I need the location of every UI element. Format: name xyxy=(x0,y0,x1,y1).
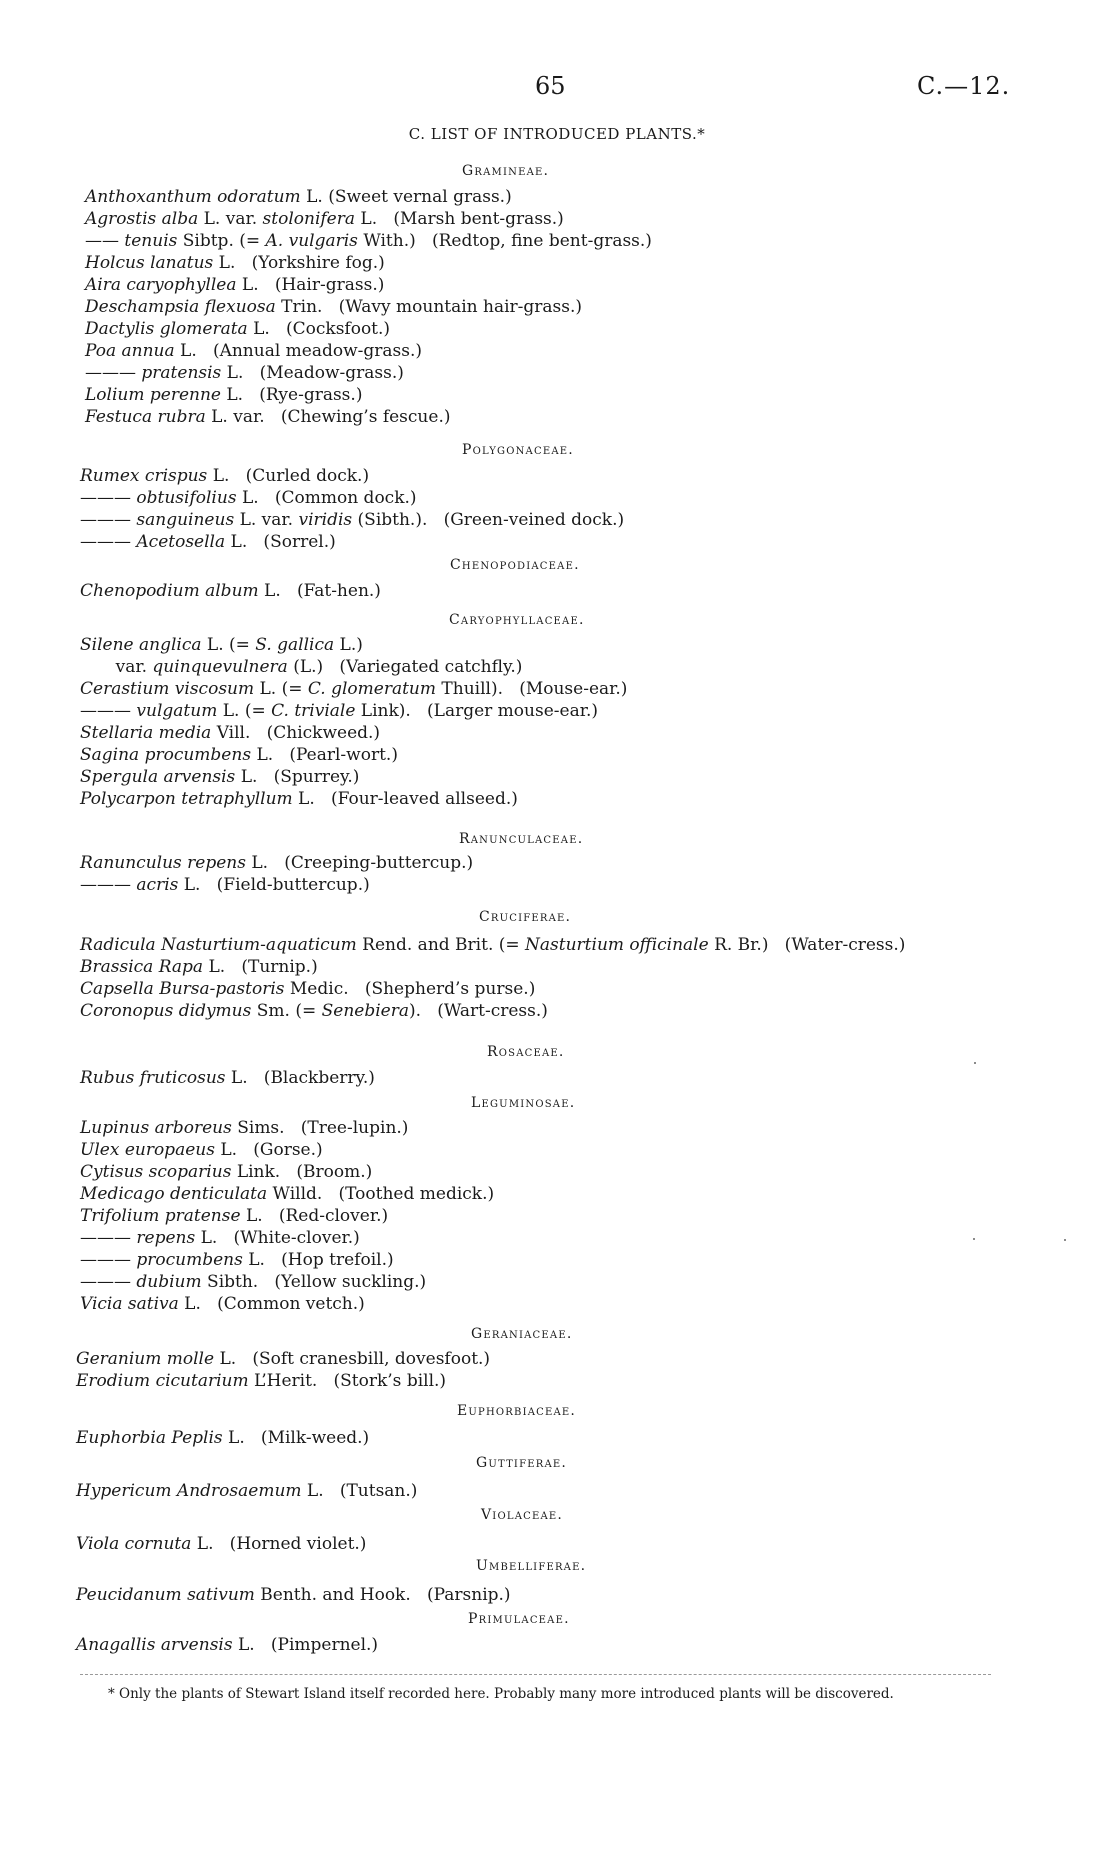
plant-entry xyxy=(80,852,473,874)
family-heading: Violaceae. xyxy=(481,1507,564,1523)
entry-text: (L.) (Variegated catchfly.) xyxy=(287,657,523,677)
entry-text: L. (Red-clover.) xyxy=(240,1206,389,1226)
scientific-name: obtusifolius xyxy=(136,488,237,508)
entry-text: Willd. (Toothed medick.) xyxy=(267,1184,495,1204)
scientific-name: Trifolium pratense xyxy=(80,1206,241,1226)
plant-entry xyxy=(85,186,512,208)
entry-text: ——— xyxy=(80,510,137,530)
entry-text: Sibth. (Yellow suckling.) xyxy=(201,1272,427,1292)
scientific-name: Agrostis alba xyxy=(85,209,199,229)
entry-text: L. (Common vetch.) xyxy=(178,1294,365,1314)
entry-text: L. (Soft cranesbill, dovesfoot.) xyxy=(214,1349,491,1369)
entry-text: L. (Hair-grass.) xyxy=(236,275,385,295)
entry-text: L. (Horned violet.) xyxy=(191,1534,367,1554)
footnote-divider xyxy=(80,1674,991,1675)
scientific-name: Sagina procumbens xyxy=(80,745,252,765)
entry-text: L. (White-clover.) xyxy=(195,1228,360,1248)
entry-text: Thuill). (Mouse-ear.) xyxy=(436,679,628,699)
scientific-name: Holcus lanatus xyxy=(85,253,214,273)
entry-text: ). (Wart-cress.) xyxy=(408,1001,548,1021)
family-heading: Rosaceae. xyxy=(487,1044,565,1060)
speck xyxy=(1064,1239,1066,1241)
plant-entry xyxy=(80,956,318,978)
page-number: 65 xyxy=(535,72,566,100)
plant-entry xyxy=(80,1117,408,1139)
plant-entry xyxy=(80,1000,548,1022)
plant-entry xyxy=(85,318,390,340)
plant-entry xyxy=(85,208,564,230)
scientific-name: Anthoxanthum odoratum xyxy=(85,187,301,207)
family-heading: Cruciferae. xyxy=(479,909,572,925)
plant-entry xyxy=(76,1480,417,1502)
plant-entry xyxy=(76,1634,378,1656)
scientific-name: Deschampsia flexuosa xyxy=(85,297,276,317)
scientific-name: Vicia sativa xyxy=(80,1294,179,1314)
entry-text: L. (Spurrey.) xyxy=(235,767,360,787)
scientific-name: tenuis xyxy=(124,231,178,251)
entry-text: With.) (Redtop, fine bent-grass.) xyxy=(357,231,652,251)
scientific-name: Coronopus didymus xyxy=(80,1001,252,1021)
plant-entry xyxy=(85,230,652,252)
plant-entry xyxy=(85,384,362,406)
plant-entry xyxy=(80,509,624,531)
plant-entry xyxy=(80,1249,394,1271)
plant-entry xyxy=(80,1161,372,1183)
plant-entry xyxy=(76,1533,366,1555)
scientific-name: Lupinus arboreus xyxy=(80,1118,232,1138)
entry-text: L. (Curled dock.) xyxy=(207,466,370,486)
family-heading: Euphorbiaceae. xyxy=(457,1403,577,1419)
scientific-name: sanguineus xyxy=(136,510,235,530)
entry-text: L. (Field-buttercup.) xyxy=(178,875,370,895)
plant-entry xyxy=(80,1139,323,1161)
scientific-name: dubium xyxy=(136,1272,202,1292)
plant-entry xyxy=(80,580,381,602)
scientific-name: Acetosella xyxy=(136,532,226,552)
entry-text: L. (Turnip.) xyxy=(203,957,318,977)
plant-entry xyxy=(94,656,522,678)
scientific-name: pratensis xyxy=(141,363,222,383)
scientific-name: A. vulgaris xyxy=(265,231,358,251)
plant-entry xyxy=(76,1427,369,1449)
plant-entry xyxy=(80,788,518,810)
scientific-name: repens xyxy=(136,1228,196,1248)
family-heading: Caryophyllaceae. xyxy=(449,612,585,628)
plant-entry xyxy=(80,978,535,1000)
scientific-name: Lolium perenne xyxy=(85,385,221,405)
scientific-name: Rubus fruticosus xyxy=(80,1068,226,1088)
scientific-name: Nasturtium officinale xyxy=(525,935,709,955)
scientific-name: C. triviale xyxy=(271,701,356,721)
entry-text: L.) xyxy=(334,635,363,655)
family-heading: Primulaceae. xyxy=(468,1611,570,1627)
entry-text: L. (Sweet vernal grass.) xyxy=(300,187,512,207)
entry-text: (Sibth.). (Green-veined dock.) xyxy=(352,510,625,530)
scientific-name: viridis xyxy=(298,510,353,530)
plant-entry xyxy=(80,1183,494,1205)
entry-text: L. (Sorrel.) xyxy=(225,532,336,552)
list-title: C. LIST OF INTRODUCED PLANTS.* xyxy=(408,125,706,143)
entry-text: Rend. and Brit. (= xyxy=(356,935,526,955)
plant-entry xyxy=(80,634,363,656)
entry-text: L. (Annual meadow-grass.) xyxy=(174,341,423,361)
scientific-name: Senebiera xyxy=(321,1001,409,1021)
scientific-name: Ranunculus repens xyxy=(80,853,246,873)
scientific-name: Silene anglica xyxy=(80,635,202,655)
entry-text: R. Br.) (Water-cress.) xyxy=(708,935,906,955)
plant-entry xyxy=(80,744,398,766)
family-heading: Geraniaceae. xyxy=(471,1326,573,1342)
scientific-name: C. glomeratum xyxy=(307,679,436,699)
scientific-name: Cerastium viscosum xyxy=(80,679,255,699)
scientific-name: Chenopodium album xyxy=(80,581,259,601)
entry-text: Benth. and Hook. (Parsnip.) xyxy=(254,1585,511,1605)
entry-text: L. (Fat-hen.) xyxy=(258,581,381,601)
entry-text: Medic. (Shepherd’s purse.) xyxy=(284,979,536,999)
plant-entry xyxy=(80,874,370,896)
plant-entry xyxy=(80,465,369,487)
plant-entry xyxy=(85,252,385,274)
entry-text: Sims. (Tree-lupin.) xyxy=(231,1118,409,1138)
family-heading: Guttiferae. xyxy=(476,1455,568,1471)
speck xyxy=(973,1238,975,1240)
plant-entry xyxy=(80,1205,388,1227)
entry-text: L. (Common dock.) xyxy=(236,488,417,508)
plant-entry xyxy=(80,531,336,553)
plant-entry xyxy=(85,340,422,362)
entry-text: Sm. (= xyxy=(251,1001,322,1021)
plant-entry xyxy=(76,1348,490,1370)
plant-entry xyxy=(76,1370,446,1392)
scientific-name: Hypericum Androsaemum xyxy=(76,1481,302,1501)
entry-text: ——— xyxy=(80,875,137,895)
plant-entry xyxy=(85,296,582,318)
entry-text: L. (Tutsan.) xyxy=(301,1481,418,1501)
scientific-name: Cytisus scoparius xyxy=(80,1162,232,1182)
plant-entry xyxy=(80,700,598,722)
family-heading: Polygonaceae. xyxy=(462,442,574,458)
scientific-name: Medicago denticulata xyxy=(80,1184,268,1204)
entry-text: L. (Cocksfoot.) xyxy=(247,319,391,339)
entry-text: L. (Creeping-buttercup.) xyxy=(245,853,474,873)
scientific-name: Radicula Nasturtium-aquaticum xyxy=(80,935,357,955)
entry-text: var. xyxy=(94,657,153,677)
entry-text: L. (= xyxy=(254,679,308,699)
scientific-name: Viola cornuta xyxy=(76,1534,192,1554)
scientific-name: Capsella Bursa-pastoris xyxy=(80,979,285,999)
scientific-name: Anagallis arvensis xyxy=(76,1635,233,1655)
entry-text: Vill. (Chickweed.) xyxy=(211,723,381,743)
entry-text: —— xyxy=(85,231,125,251)
plant-entry xyxy=(76,1584,511,1606)
scientific-name: vulgatum xyxy=(136,701,218,721)
plant-entry xyxy=(85,362,404,384)
plant-entry xyxy=(80,766,359,788)
plant-entry xyxy=(85,406,450,428)
scientific-name: stolonifera xyxy=(262,209,356,229)
entry-text: ——— xyxy=(80,488,137,508)
family-heading: Chenopodiaceae. xyxy=(450,557,580,573)
entry-text: ——— xyxy=(80,532,137,552)
scientific-name: Geranium molle xyxy=(76,1349,215,1369)
plant-entry xyxy=(85,274,384,296)
entry-text: L. var. (Chewing’s fescue.) xyxy=(205,407,451,427)
entry-text: L. (Blackberry.) xyxy=(225,1068,375,1088)
entry-text: L. (Gorse.) xyxy=(214,1140,323,1160)
scientific-name: Polycarpon tetraphyllum xyxy=(80,789,293,809)
plant-entry xyxy=(80,1067,375,1089)
plant-entry xyxy=(80,1293,365,1315)
scientific-name: Peucidanum sativum xyxy=(76,1585,255,1605)
entry-text: L. (= xyxy=(201,635,256,655)
entry-text: ——— xyxy=(80,1272,137,1292)
entry-text: L. (Pearl-wort.) xyxy=(251,745,398,765)
entry-text: L. var. xyxy=(234,510,299,530)
entry-text: Link). (Larger mouse-ear.) xyxy=(355,701,598,721)
entry-text: Trin. (Wavy mountain hair-grass.) xyxy=(275,297,583,317)
entry-text: ——— xyxy=(80,1228,137,1248)
scientific-name: quinquevulnera xyxy=(152,657,288,677)
entry-text: L. (Four-leaved allseed.) xyxy=(292,789,518,809)
scientific-name: acris xyxy=(136,875,179,895)
scientific-name: Erodium cicutarium xyxy=(76,1371,249,1391)
entry-text: Link. (Broom.) xyxy=(231,1162,373,1182)
scientific-name: procumbens xyxy=(136,1250,243,1270)
family-heading: Ranunculaceae. xyxy=(459,831,584,847)
speck xyxy=(974,1062,976,1064)
entry-text: ——— xyxy=(80,1250,137,1270)
entry-text: L. (Marsh bent-grass.) xyxy=(355,209,564,229)
family-heading: Umbelliferae. xyxy=(476,1558,587,1574)
entry-text: L. (Rye-grass.) xyxy=(220,385,363,405)
entry-text: L. (Pimpernel.) xyxy=(232,1635,379,1655)
family-heading: Leguminosae. xyxy=(471,1095,576,1111)
scientific-name: Aira caryophyllea xyxy=(85,275,237,295)
entry-text: L. var. xyxy=(198,209,263,229)
family-heading: Gramineae. xyxy=(462,163,550,179)
scientific-name: Spergula arvensis xyxy=(80,767,236,787)
scientific-name: Festuca rubra xyxy=(85,407,206,427)
plant-entry xyxy=(80,678,627,700)
scientific-name: Poa annua xyxy=(85,341,175,361)
entry-text: L. (Yorkshire fog.) xyxy=(213,253,385,273)
entry-text: Sibtp. (= xyxy=(177,231,266,251)
entry-text: L. (Milk-weed.) xyxy=(222,1428,370,1448)
scientific-name: Dactylis glomerata xyxy=(85,319,248,339)
plant-entry xyxy=(80,1227,360,1249)
scientific-name: Brassica Rapa xyxy=(80,957,204,977)
entry-text: L’Herit. (Stork’s bill.) xyxy=(248,1371,447,1391)
footnote: * Only the plants of Stewart Island itself recorded here. Probably many more introduced plants will be discovered. xyxy=(108,1686,894,1702)
entry-text: L. (Meadow-grass.) xyxy=(221,363,404,383)
scientific-name: Ulex europaeus xyxy=(80,1140,215,1160)
entry-text: ——— xyxy=(80,701,137,721)
plant-entry xyxy=(80,487,417,509)
scientific-name: Rumex crispus xyxy=(80,466,208,486)
entry-text: L. (= xyxy=(217,701,272,721)
entry-text: L. (Hop trefoil.) xyxy=(242,1250,394,1270)
plant-entry xyxy=(80,1271,426,1293)
document-code: C.—12. xyxy=(917,72,1011,100)
entry-text: ——— xyxy=(85,363,142,383)
scientific-name: Euphorbia Peplis xyxy=(76,1428,223,1448)
plant-entry xyxy=(80,934,905,956)
scientific-name: Stellaria media xyxy=(80,723,212,743)
plant-entry xyxy=(80,722,380,744)
scientific-name: S. gallica xyxy=(255,635,335,655)
